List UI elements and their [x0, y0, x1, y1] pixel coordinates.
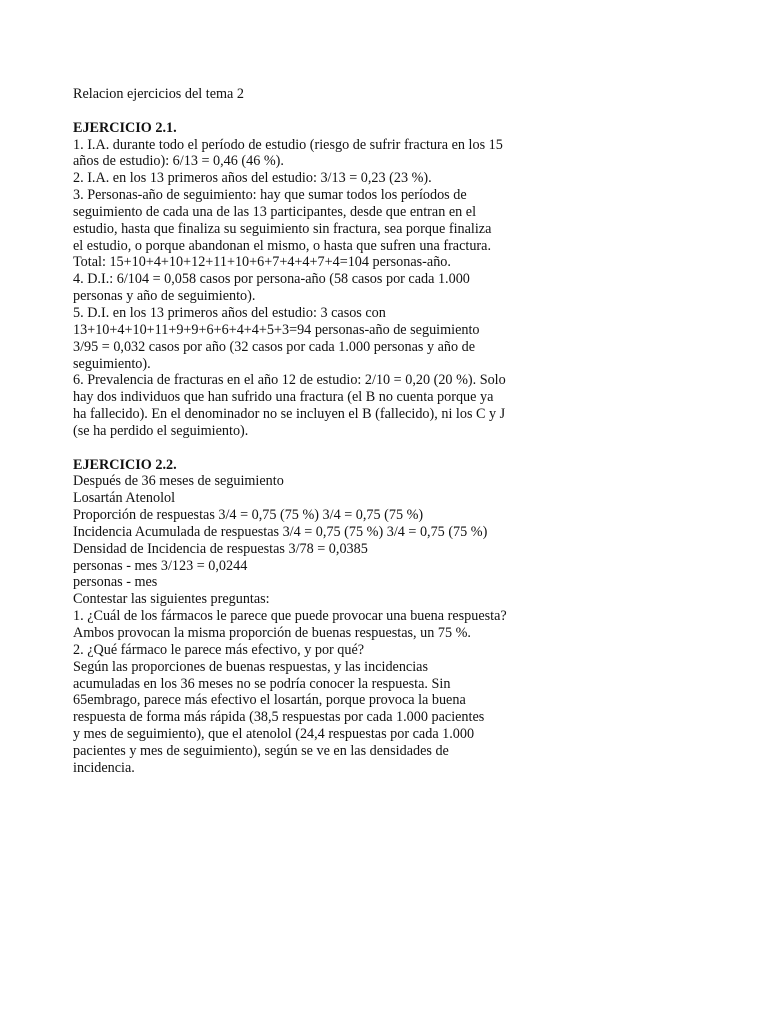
text-line: personas - mes 3/123 = 0,0244: [73, 557, 248, 574]
text-line: personas y año de seguimiento).: [73, 288, 256, 305]
text-line: 6. Prevalencia de fracturas en el año 12 de estudio: 2/10 = 0,20 (20 %). Solo: [73, 372, 506, 389]
text-line: Incidencia Acumulada de respuestas 3/4 = 0,75 (75 %) 3/4 = 0,75 (75 %): [73, 523, 488, 540]
text-line: y mes de seguimiento), que el atenolol (24,4 respuestas por cada 1.000: [73, 726, 475, 743]
text-line: 2. ¿Qué fármaco le parece más efectivo, y por qué?: [73, 641, 365, 658]
text-line: (se ha perdido el seguimiento).: [73, 422, 249, 439]
text-line: 2. I.A. en los 13 primeros años del estudio: 3/13 = 0,23 (23 %).: [73, 170, 432, 187]
text-line: 3. Personas-año de seguimiento: hay que sumar todos los períodos de: [73, 187, 467, 204]
text-line: 65embrago, parece más efectivo el losartán, porque provoca la buena: [73, 692, 466, 709]
document-page: [73, 86, 673, 777]
blank-line: [73, 103, 673, 120]
text-line: 3/95 = 0,032 casos por año (32 casos por cada 1.000 personas y año de: [73, 338, 476, 355]
text-line: seguimiento).: [73, 355, 151, 372]
text-line: Losartán Atenolol: [73, 490, 176, 507]
text-line: seguimiento de cada una de las 13 participantes, desde que entran en el: [73, 203, 477, 220]
text-line: 4. D.I.: 6/104 = 0,058 casos por persona-año (58 casos por cada 1.000: [73, 271, 470, 288]
blank-line: [73, 440, 673, 457]
text-line: ha fallecido). En el denominador no se incluyen el B (fallecido), ni los C y J: [73, 406, 506, 423]
text-line: el estudio, o porque abandonan el mismo, o hasta que sufren una fractura.: [73, 237, 492, 254]
text-line: Densidad de Incidencia de respuestas 3/78 = 0,0385: [73, 540, 368, 557]
text-line: Total: 15+10+4+10+12+11+10+6+7+4+4+7+4=104 personas-año.: [73, 254, 451, 271]
exercise-2-2-heading: EJERCICIO 2.2.: [73, 456, 177, 473]
text-line: acumuladas en los 36 meses no se podría conocer la respuesta. Sin: [73, 675, 451, 692]
text-line: personas - mes: [73, 574, 158, 591]
text-line: 1. ¿Cuál de los fármacos le parece que puede provocar una buena respuesta?: [73, 608, 507, 625]
document-title: Relacion ejercicios del tema 2: [73, 86, 244, 102]
text-line: Según las proporciones de buenas respuestas, y las incidencias: [73, 658, 428, 675]
text-line: Contestar las siguientes preguntas:: [73, 591, 270, 608]
exercise-2-2-body: [73, 473, 673, 776]
text-line: Ambos provocan la misma proporción de buenas respuestas, un 75 %.: [73, 625, 471, 641]
exercise-2-1-body: [73, 137, 673, 440]
text-line: 1. I.A. durante todo el período de estudio (riesgo de sufrir fractura en los 15: [73, 136, 503, 153]
text-line: años de estudio): 6/13 = 0,46 (46 %).: [73, 153, 284, 170]
text-line: Después de 36 meses de seguimiento: [73, 473, 284, 490]
text-line: estudio, hasta que finaliza su seguimiento sin fractura, sea porque finaliza: [73, 220, 492, 237]
text-line: pacientes y mes de seguimiento), según se ve en las densidades de: [73, 742, 449, 759]
text-line: hay dos individuos que han sufrido una fractura (el B no cuenta porque ya: [73, 389, 494, 406]
text-line: 5. D.I. en los 13 primeros años del estudio: 3 casos con: [73, 304, 386, 321]
text-line: respuesta de forma más rápida (38,5 respuestas por cada 1.000 pacientes: [73, 709, 485, 726]
text-line: incidencia.: [73, 759, 135, 776]
text-line: 13+10+4+10+11+9+9+6+6+4+4+5+3=94 personas-año de seguimiento: [73, 321, 480, 338]
exercise-2-1-heading: EJERCICIO 2.1.: [73, 119, 177, 136]
text-line: Proporción de respuestas 3/4 = 0,75 (75 %) 3/4 = 0,75 (75 %): [73, 507, 424, 524]
